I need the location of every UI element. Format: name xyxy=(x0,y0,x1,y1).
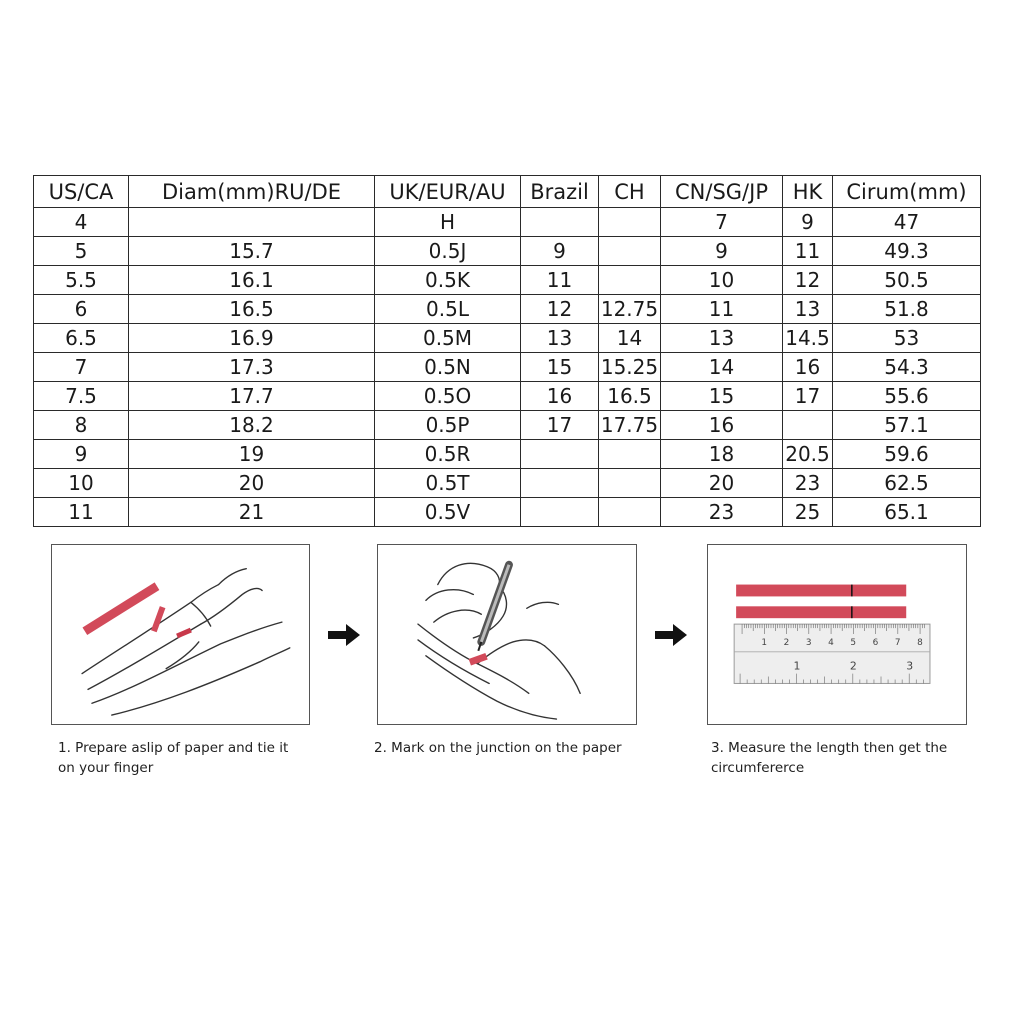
table-cell xyxy=(599,498,661,527)
table-cell: 15 xyxy=(661,382,783,411)
table-cell: 0.5P xyxy=(375,411,521,440)
table-cell: 20 xyxy=(129,469,375,498)
table-cell: 16 xyxy=(521,382,599,411)
table-row xyxy=(34,469,981,498)
table-cell: 47 xyxy=(833,208,981,237)
table-cell: 23 xyxy=(661,498,783,527)
table-cell: 17.3 xyxy=(129,353,375,382)
table-cell: 6.5 xyxy=(34,324,129,353)
table-cell: 0.5R xyxy=(375,440,521,469)
ring-size-table xyxy=(33,175,981,527)
table-cell: 50.5 xyxy=(833,266,981,295)
table-cell: 0.5O xyxy=(375,382,521,411)
ruler-cm-label: 3 xyxy=(805,637,812,648)
header-ch: CH xyxy=(599,176,661,208)
table-row xyxy=(34,498,981,527)
table-cell: 7 xyxy=(661,208,783,237)
table-cell: 20 xyxy=(661,469,783,498)
ruler-measure-icon xyxy=(708,545,966,724)
table-cell: 25 xyxy=(783,498,833,527)
paper-on-finger-icon xyxy=(52,545,309,724)
table-cell: 9 xyxy=(783,208,833,237)
header-us-ca: US/CA xyxy=(34,176,129,208)
table-cell: 16.5 xyxy=(599,382,661,411)
header-circumference: Cirum(mm) xyxy=(833,176,981,208)
table-cell xyxy=(783,411,833,440)
table-cell: 49.3 xyxy=(833,237,981,266)
table-cell: 8 xyxy=(34,411,129,440)
table-cell: 51.8 xyxy=(833,295,981,324)
step-2-caption xyxy=(374,738,644,758)
table-cell: 17 xyxy=(783,382,833,411)
table-cell: 5 xyxy=(34,237,129,266)
table-cell: 14 xyxy=(599,324,661,353)
ruler-cm-label: 6 xyxy=(872,637,879,648)
header-cn-sg-jp: CN/SG/JP xyxy=(661,176,783,208)
table-row xyxy=(34,440,981,469)
marking-paper-icon xyxy=(378,545,636,724)
ruler-cm-label: 4 xyxy=(828,637,834,648)
table-cell: 7.5 xyxy=(34,382,129,411)
ruler-cm-label: 2 xyxy=(783,637,790,648)
table-cell: 16.9 xyxy=(129,324,375,353)
step-1-panel xyxy=(51,544,310,725)
table-cell: 14.5 xyxy=(783,324,833,353)
table-cell: 55.6 xyxy=(833,382,981,411)
table-cell: 0.5M xyxy=(375,324,521,353)
table-cell: 0.5K xyxy=(375,266,521,295)
table-row xyxy=(34,324,981,353)
step-1-caption xyxy=(58,738,328,778)
table-cell xyxy=(521,498,599,527)
table-cell: 13 xyxy=(783,295,833,324)
table-cell: 53 xyxy=(833,324,981,353)
table-cell xyxy=(521,440,599,469)
table-cell xyxy=(599,208,661,237)
table-cell: 12.75 xyxy=(599,295,661,324)
table-cell xyxy=(599,266,661,295)
table-cell: 20.5 xyxy=(783,440,833,469)
table-row xyxy=(34,353,981,382)
table-cell: 9 xyxy=(661,237,783,266)
table-cell: 62.5 xyxy=(833,469,981,498)
table-cell: 23 xyxy=(783,469,833,498)
table-cell xyxy=(599,237,661,266)
table-cell: 11 xyxy=(783,237,833,266)
header-uk-eur-au: UK/EUR/AU xyxy=(375,176,521,208)
caption-line: 1. Prepare aslip of paper and tie it xyxy=(58,740,289,756)
ruler-cm-label: 5 xyxy=(850,637,857,648)
table-cell: H xyxy=(375,208,521,237)
table-row xyxy=(34,411,981,440)
table-cell: 12 xyxy=(783,266,833,295)
table-cell: 18 xyxy=(661,440,783,469)
table-cell: 17 xyxy=(521,411,599,440)
caption-line: circumfererce xyxy=(711,760,805,776)
table-cell: 7 xyxy=(34,353,129,382)
table-cell: 0.5J xyxy=(375,237,521,266)
ruler-inch-label: 1 xyxy=(793,659,801,673)
table-cell: 0.5V xyxy=(375,498,521,527)
table-cell: 11 xyxy=(521,266,599,295)
table-cell: 21 xyxy=(129,498,375,527)
caption-line: 3. Measure the length then get the xyxy=(711,740,948,756)
table-cell: 4 xyxy=(34,208,129,237)
table-cell: 16.1 xyxy=(129,266,375,295)
table-cell: 13 xyxy=(661,324,783,353)
ruler-cm-label: 8 xyxy=(917,637,923,648)
table-cell: 15 xyxy=(521,353,599,382)
table-cell: 12 xyxy=(521,295,599,324)
table-cell: 18.2 xyxy=(129,411,375,440)
ruler-cm-label: 7 xyxy=(894,637,901,648)
table-cell: 10 xyxy=(34,469,129,498)
header-diameter-ru-de: Diam(mm)RU/DE xyxy=(129,176,375,208)
ruler-cm-label: 1 xyxy=(761,637,768,648)
table-cell xyxy=(521,469,599,498)
table-cell: 10 xyxy=(661,266,783,295)
table-cell: 16 xyxy=(661,411,783,440)
table-cell xyxy=(521,208,599,237)
ruler-inch-label: 2 xyxy=(849,659,857,673)
table-cell: 16 xyxy=(783,353,833,382)
table-cell: 9 xyxy=(521,237,599,266)
table-row xyxy=(34,266,981,295)
table-cell: 54.3 xyxy=(833,353,981,382)
table-cell: 15.7 xyxy=(129,237,375,266)
table-cell: 15.25 xyxy=(599,353,661,382)
table-cell: 11 xyxy=(661,295,783,324)
table-cell: 17.7 xyxy=(129,382,375,411)
table-row xyxy=(34,208,981,237)
step-2-panel xyxy=(377,544,637,725)
next-step-arrow-icon xyxy=(655,624,687,646)
table-cell: 9 xyxy=(34,440,129,469)
table-cell xyxy=(129,208,375,237)
table-cell: 11 xyxy=(34,498,129,527)
table-cell: 17.75 xyxy=(599,411,661,440)
table-cell: 19 xyxy=(129,440,375,469)
step-3-panel xyxy=(707,544,967,725)
table-cell: 6 xyxy=(34,295,129,324)
table-cell: 59.6 xyxy=(833,440,981,469)
table-cell: 5.5 xyxy=(34,266,129,295)
table-cell: 0.5N xyxy=(375,353,521,382)
table-row xyxy=(34,382,981,411)
table-row xyxy=(34,295,981,324)
table-cell: 65.1 xyxy=(833,498,981,527)
table-row xyxy=(34,237,981,266)
table-cell: 16.5 xyxy=(129,295,375,324)
ruler-inch-label: 3 xyxy=(906,659,914,673)
next-step-arrow-icon xyxy=(328,624,360,646)
caption-line: on your finger xyxy=(58,760,154,776)
table-cell: 57.1 xyxy=(833,411,981,440)
header-brazil: Brazil xyxy=(521,176,599,208)
table-header-row xyxy=(34,176,981,208)
table-cell xyxy=(599,440,661,469)
table-cell: 0.5L xyxy=(375,295,521,324)
table-cell: 0.5T xyxy=(375,469,521,498)
caption-line: 2. Mark on the junction on the paper xyxy=(374,740,622,756)
table-cell: 13 xyxy=(521,324,599,353)
header-hk: HK xyxy=(783,176,833,208)
step-3-caption xyxy=(711,738,981,778)
table-cell xyxy=(599,469,661,498)
table-cell: 14 xyxy=(661,353,783,382)
